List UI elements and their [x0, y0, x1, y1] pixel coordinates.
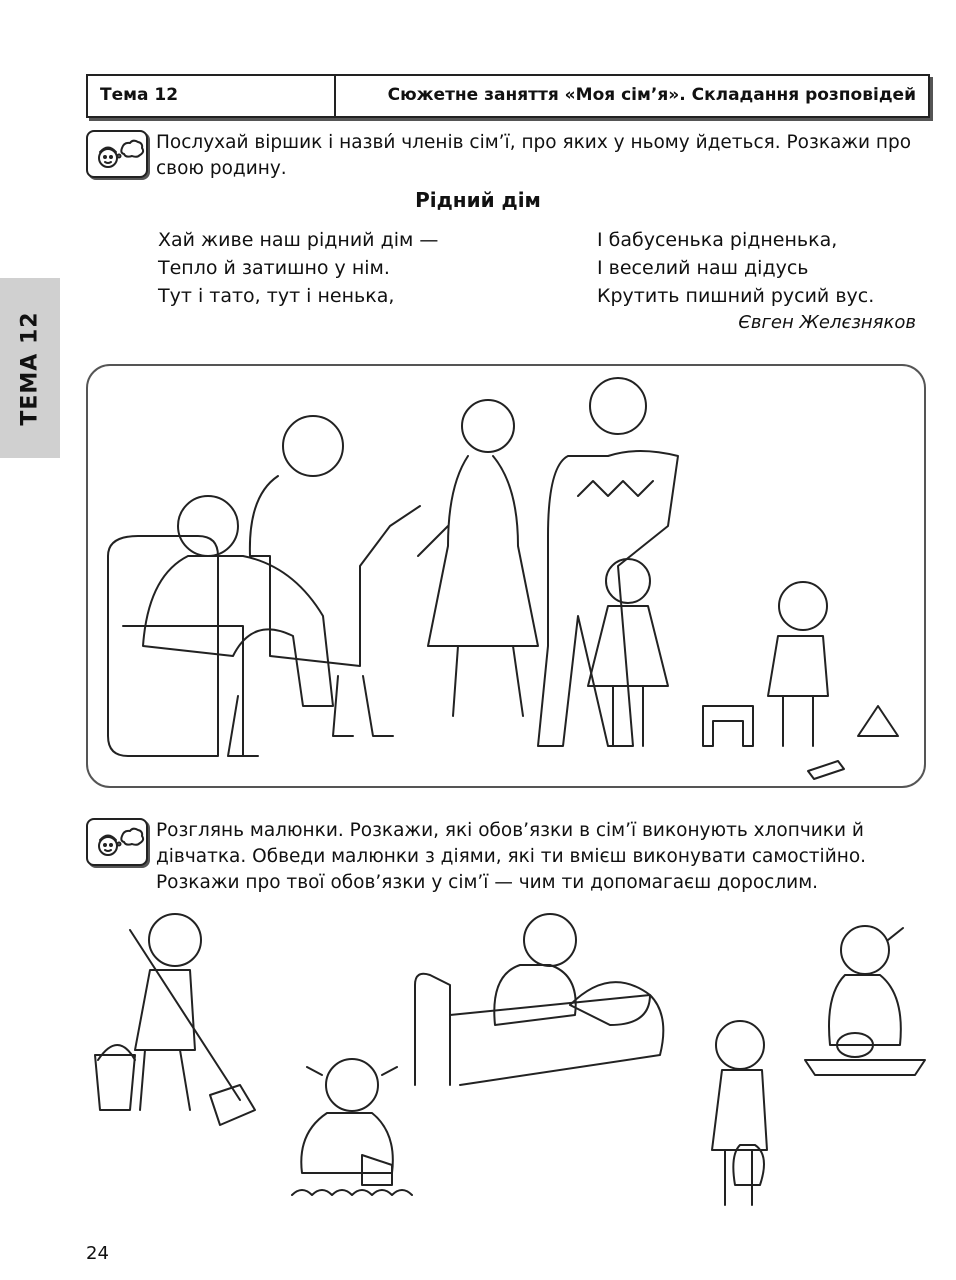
topic-number: Тема 12 — [88, 76, 336, 116]
topic-title: Сюжетне заняття «Моя сім’я». Складання розповідей — [387, 85, 916, 105]
grandmother-head — [283, 416, 343, 476]
task2-text: Розглянь малюнки. Розкажи, які обов’язки в сім’ї виконують хлопчики й дівчатка. Обведи малюнки з діями, які ти вмієш виконувати самостійно. Розкажи про твої обов’язки у сім’ї — чим ти допомагаєш дорослим. — [156, 820, 867, 893]
boy-carrying-bag-illustration — [700, 1015, 790, 1215]
boy-making-bed-illustration — [410, 905, 680, 1095]
father-head — [590, 378, 646, 434]
talking-child-icon — [86, 130, 148, 178]
poem-line: Крутить пишний русий вус. — [597, 285, 875, 307]
poem-left-column — [158, 226, 438, 310]
poem-author: Євген Желєзняков — [738, 312, 916, 333]
talking-child-icon — [86, 818, 148, 866]
poem-right-column — [597, 226, 874, 310]
poem-line: Тепло й затишно у нім. — [158, 257, 390, 279]
girl-head — [606, 559, 650, 603]
girl-washing-dishes-illustration — [800, 910, 930, 1080]
boy-head — [779, 582, 827, 630]
grandfather-head — [178, 496, 238, 556]
family-illustration-frame — [86, 364, 926, 788]
poem-line: І веселий наш дідусь — [597, 257, 809, 279]
task1-text: Послухай віршик і назви́ членів сім’ї, про яких у ньому йдеться. Розкажи про свою родину. — [156, 132, 912, 179]
family-illustration — [88, 366, 928, 790]
poem-line: Хай живе наш рідний дім — — [158, 229, 439, 251]
page-number: 24 — [86, 1243, 109, 1264]
topic-header — [86, 74, 930, 118]
side-tab — [0, 278, 60, 458]
poem-line: Тут і тато, тут і ненька, — [158, 285, 395, 307]
boy-sweeping-illustration — [80, 900, 280, 1130]
side-tab-label: ТЕМА 12 — [17, 310, 43, 426]
mother-head — [462, 400, 514, 452]
poem-title: Рідний дім — [415, 188, 541, 212]
poem-line: І бабусенька рідненька, — [597, 229, 838, 251]
